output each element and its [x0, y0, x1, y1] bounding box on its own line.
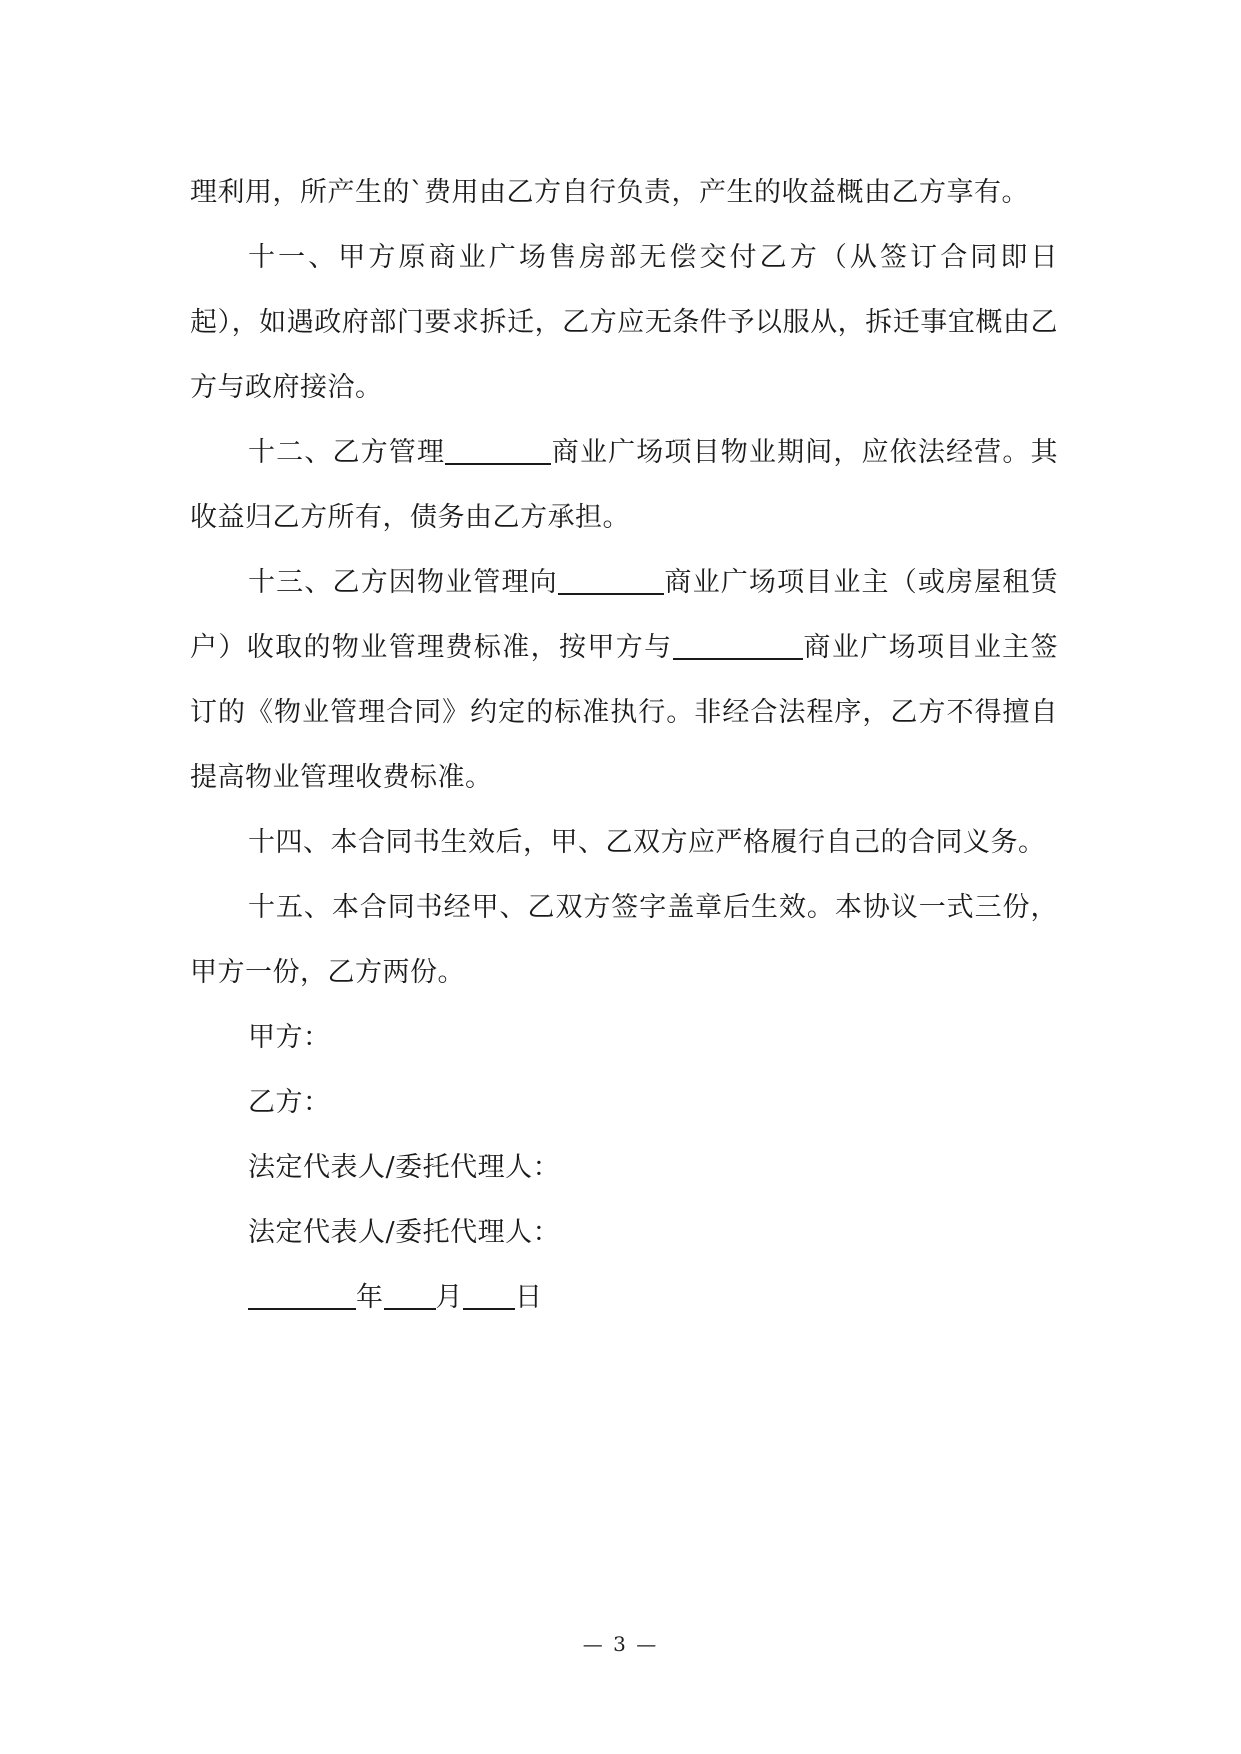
date-line — [190, 1265, 1058, 1330]
fill-blank — [673, 634, 803, 660]
fill-blank — [558, 569, 664, 595]
year-label: 年 — [356, 1282, 384, 1313]
clause-12-part-b: 商业广场项目物业期间，应依法经营。其收益归乙方所有，债务由乙方承担。 — [190, 437, 1059, 533]
representative-a-label: 法定代表人/委托代理人： — [248, 1152, 561, 1183]
clause-13-part-a: 十三、乙方因物业管理向 — [248, 567, 558, 598]
clause-12 — [190, 420, 1058, 550]
clause-13-part-b: 商业广场项目业主（或房屋租赁户）收取的物业管理费标准，按甲方与 — [190, 567, 1059, 663]
paragraph-continuation: 理利用，所产生的`费用由乙方自行负责，产生的收益概由乙方享有。 — [190, 177, 1029, 208]
day-label: 日 — [515, 1282, 543, 1313]
clause-12-part-a: 十二、乙方管理 — [248, 437, 446, 468]
contract-body — [190, 160, 1058, 1330]
year-blank — [248, 1284, 356, 1310]
clause-15: 十五、本合同书经甲、乙双方签字盖章后生效。本协议一式三份，甲方一份，乙方两份。 — [190, 892, 1058, 988]
representative-b-label: 法定代表人/委托代理人： — [248, 1217, 561, 1248]
clause-13-part-c: 商业广场项目业主签订的《物业管理合同》约定的标准执行。非经合法程序，乙方不得擅自提高物业管理收费标准。 — [190, 632, 1059, 793]
party-a-label: 甲方： — [248, 1022, 331, 1053]
clause-11: 十一、甲方原商业广场售房部无偿交付乙方（从签订合同即日起），如遇政府部门要求拆迁，乙方应无条件予以服从，拆迁事宜概由乙方与政府接洽。 — [190, 242, 1058, 403]
day-blank — [463, 1284, 515, 1310]
party-b-label: 乙方： — [248, 1087, 331, 1118]
month-blank — [384, 1284, 436, 1310]
page-number: — 3 — — [582, 1632, 659, 1656]
clause-14: 十四、本合同书生效后，甲、乙双方应严格履行自己的合同义务。 — [248, 827, 1046, 858]
month-label: 月 — [435, 1282, 463, 1313]
clause-13 — [190, 550, 1058, 810]
fill-blank — [445, 439, 551, 465]
